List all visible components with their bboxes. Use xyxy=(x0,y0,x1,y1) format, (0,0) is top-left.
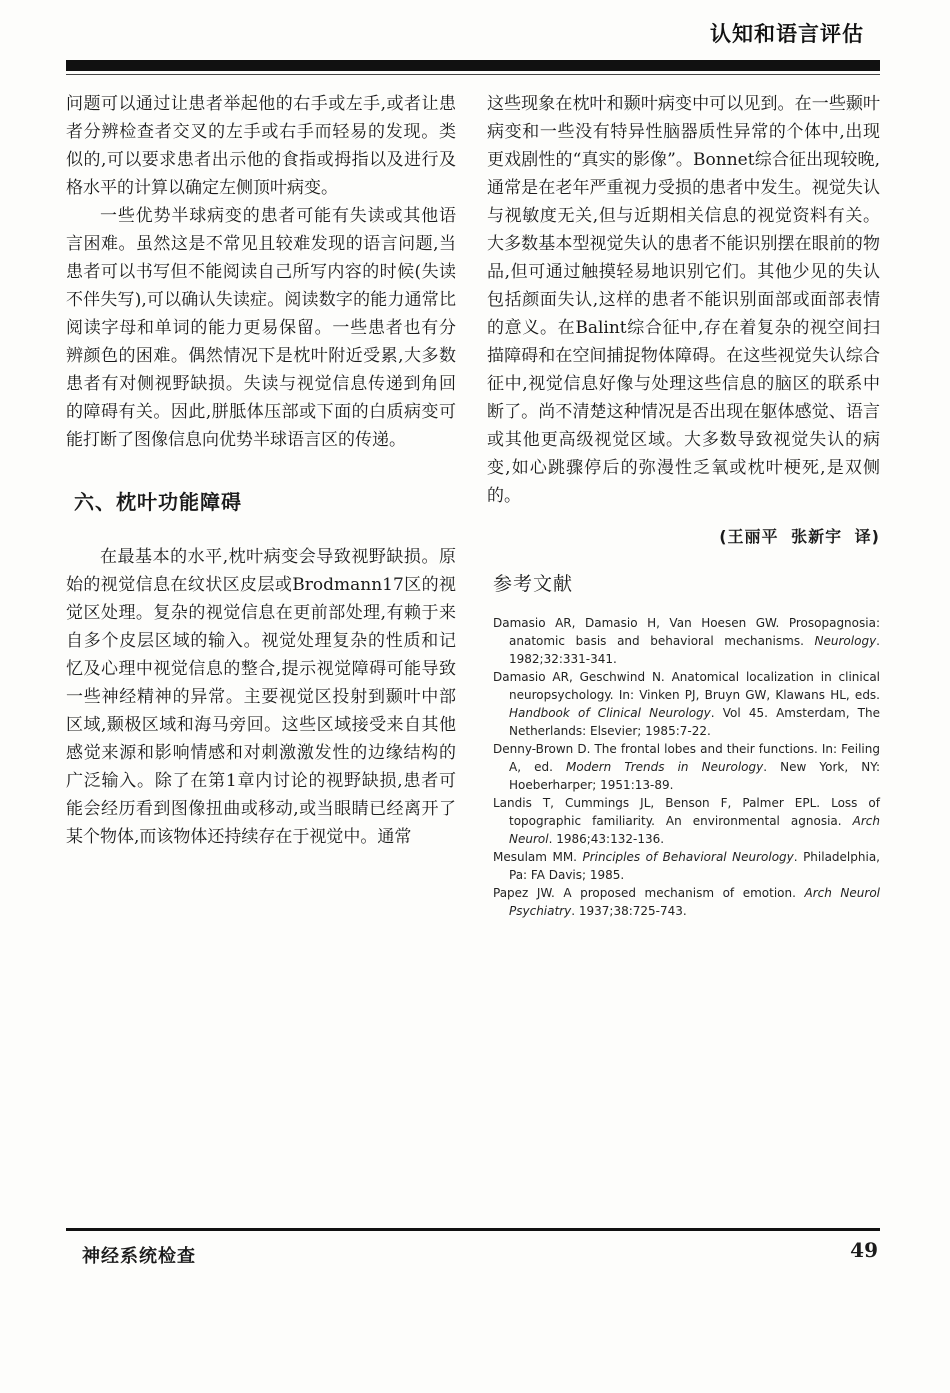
body-paragraph: 一些优势半球病变的患者可能有失读或其他语言困难。虽然这是不常见且较难发现的语言问题,当患者可以书写但不能阅读自己所写内容的时候(失读不伴失写),可以确认失读症。阅读数字的能力通常比阅读字母和单词的能力更易保留。一些患者也有分辨颜色的困难。偶然情况下是枕叶附近受累,大多数患者有对侧视野缺损。失读与视觉信息传递到角回的障碍有关。因此,胼胝体压部或下面的白质病变可能打断了图像信息向优势半球语言区的传递。 xyxy=(66,206,456,450)
header-rule xyxy=(66,60,880,71)
body-paragraph: 在最基本的水平,枕叶病变会导致视野缺损。原始的视觉信息在纹状区皮层或Brodmann17区的视觉区处理。复杂的视觉信息在更前部处理,有赖于来自多个皮层区域的输入。视觉处理复杂的性质和记忆及心理中视觉信息的整合,提示视觉障碍可能导致一些神经精神的异常。主要视觉区投射到颞叶中部区域,颞极区域和海马旁回。这些区域接受来自其他感觉来源和影响情感和对刺激激发性的边缘结构的广泛输入。除了在第1章内讨论的视野缺损,患者可能会经历看到图像扭曲或移动,或当眼睛已经离开了某个物体,而该物体还持续存在于视觉中。通常 xyxy=(66,547,456,847)
footer-rule xyxy=(66,1228,880,1231)
reference-list xyxy=(487,614,880,920)
body-paragraph: 问题可以通过让患者举起他的右手或左手,或者让患者分辨检查者交叉的左手或右手而轻易的发现。类似的,可以要求患者出示他的食指或拇指以及进行及格水平的计算以确定左侧顶叶病变。 xyxy=(66,94,456,198)
running-footer-title: 神经系统检查 xyxy=(82,1246,196,1267)
reference-item: Damasio AR, Geschwind N. Anatomical localization in clinical neuropsychology. In: Vinken PJ, Bruyn GW, Klawans HL, eds. Handbook of Clinical Neurology. Vol 45. Amsterdam, The Netherlands: Elsevier; 1985:7-22. xyxy=(493,670,880,738)
right-column xyxy=(487,90,880,920)
reference-item: Mesulam MM. Principles of Behavioral Neurology. Philadelphia, Pa: FA Davis; 1985. xyxy=(493,850,880,882)
references-heading: 参考文献 xyxy=(493,573,574,595)
page-number: 49 xyxy=(850,1238,878,1262)
reference-item: Damasio AR, Damasio H, Van Hoesen GW. Prosopagnosia: anatomic basis and behavioral mechanisms. Neurology. 1982;32:331-341. xyxy=(493,616,880,666)
body-paragraph: 这些现象在枕叶和颞叶病变中可以见到。在一些颞叶病变和一些没有特异性脑器质性异常的个体中,出现更戏剧性的“真实的影像”。Bonnet综合征出现较晚,通常是在老年严重视力受损的患者中发生。视觉失认与视敏度无关,但与近期相关信息的视觉资料有关。大多数基本型视觉失认的患者不能识别摆在眼前的物品,但可通过触摸轻易地识别它们。其他少见的失认包括颜面失认,这样的患者不能识别面部或面部表情的意义。在Balint综合征中,存在着复杂的视空间扫描障碍和在空间捕捉物体障碍。在这些视觉失认综合征中,视觉信息好像与处理这些信息的脑区的联系中断了。尚不清楚这种情况是否出现在躯体感觉、语言或其他更高级视觉区域。大多数导致视觉失认的病变,如心跳骤停后的弥漫性乏氧或枕叶梗死,是双侧的。 xyxy=(487,94,880,506)
reference-item: Papez JW. A proposed mechanism of emotion. Arch Neurol Psychiatry. 1937;38:725-743. xyxy=(493,886,881,918)
translator-credit: (王丽平 张新宇 译) xyxy=(719,527,880,546)
left-column xyxy=(66,90,456,851)
reference-item: Denny-Brown D. The frontal lobes and their functions. In: Feiling A, ed. Modern Trends in Neurology. New York, NY: Hoeberharper; 1951:13-89. xyxy=(493,742,880,792)
reference-item: Landis T, Cummings JL, Benson F, Palmer EPL. Loss of topographic familiarity. An environmental agnosia. Arch Neurol. 1986;43:132-136. xyxy=(493,796,880,846)
running-header-title: 认知和语言评估 xyxy=(710,22,864,46)
header-rule-thin xyxy=(66,74,880,75)
section-heading: 六、枕叶功能障碍 xyxy=(74,490,242,514)
